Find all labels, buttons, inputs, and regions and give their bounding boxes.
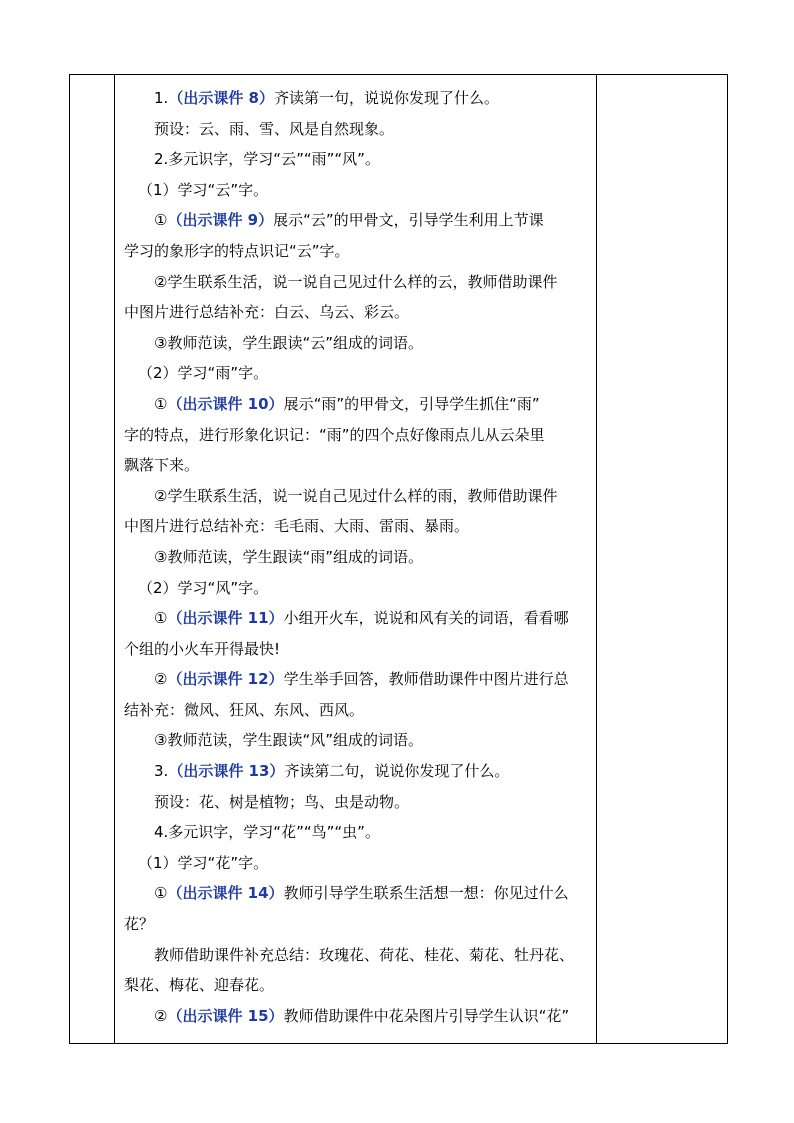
text-line [124, 787, 590, 818]
text-line [124, 878, 590, 909]
line-text: 4.多元识字，学习“花”“鸟”“虫”。 [154, 823, 380, 842]
teaching-process-cell [115, 75, 597, 1044]
line-text: 齐读第一句，说说你发现了什么。 [273, 89, 499, 107]
text-line [124, 83, 590, 114]
line-text: （2）学习“雨”字。 [138, 364, 269, 383]
line-text: ③教师范读，学生跟读“风”组成的词语。 [154, 731, 423, 750]
text-line [124, 909, 590, 940]
line-text: 中图片进行总结补充：毛毛雨、大雨、雷雨、暴雨。 [124, 517, 470, 536]
line-prefix: 1. [154, 89, 169, 107]
courseware-reference: （出示课件 10） [167, 394, 284, 413]
line-text: 个组的小火车开得最快! [124, 639, 281, 658]
text-line [124, 450, 590, 481]
text-line [124, 634, 590, 665]
text-line [124, 297, 590, 328]
text-line [124, 114, 590, 145]
line-prefix: ② [154, 1006, 168, 1025]
text-line [124, 603, 590, 634]
line-prefix: ② [154, 670, 168, 689]
line-text: 教师借助课件补充总结：玫瑰花、荷花、桂花、菊花、牡丹花、 [154, 945, 575, 964]
table-row [70, 75, 728, 1044]
text-line [124, 573, 590, 604]
line-prefix: ① [154, 609, 168, 628]
text-line [124, 267, 590, 298]
text-line [124, 970, 590, 1001]
text-line [124, 358, 590, 389]
line-text: ③教师范读，学生跟读“雨”组成的词语。 [154, 547, 423, 566]
text-line [124, 420, 590, 451]
line-text: 学习的象形字的特点识记“云”字。 [124, 241, 350, 260]
text-line [124, 144, 590, 175]
text-line [124, 940, 590, 971]
text-line [124, 695, 590, 726]
line-text: 飘落下来。 [124, 456, 200, 475]
line-text: （1）学习“花”字。 [138, 853, 269, 872]
text-line [124, 664, 590, 695]
line-text: 2.多元识字，学习“云”“雨”“风”。 [154, 150, 380, 169]
teaching-process-text [115, 75, 596, 1031]
courseware-reference: （出示课件 9） [167, 211, 274, 230]
line-text: 学生举手回答，教师借助课件中图片进行总 [283, 670, 569, 689]
line-text: 字的特点，进行形象化识记：“雨”的四个点好像雨点儿从云朵里 [124, 425, 545, 444]
text-line [124, 481, 590, 512]
line-text: （1）学习“云”字。 [138, 180, 269, 199]
text-line [124, 236, 590, 267]
left-column-cell [70, 75, 115, 1044]
line-text: 预设：花、树是植物；鸟、虫是动物。 [154, 792, 410, 811]
line-text: 展示“雨”的甲骨文，引导学生抓住“雨” [283, 394, 540, 413]
text-line [124, 756, 590, 787]
text-line [124, 1001, 590, 1032]
text-line [124, 389, 590, 420]
text-line [124, 725, 590, 756]
text-line [124, 175, 590, 206]
text-line [124, 848, 590, 879]
text-line [124, 511, 590, 542]
line-text: 花？ [124, 915, 155, 934]
text-line [124, 817, 590, 848]
line-prefix: ① [154, 884, 168, 903]
courseware-reference: （出示课件 12） [167, 670, 284, 689]
courseware-reference: （出示课件 14） [167, 884, 284, 903]
courseware-reference: （出示课件 8） [168, 89, 274, 107]
line-prefix: 3. [154, 762, 169, 781]
line-text: 齐读第二句，说说你发现了什么。 [284, 762, 510, 781]
courseware-reference: （出示课件 15） [167, 1006, 284, 1025]
line-prefix: ① [154, 211, 168, 230]
lesson-plan-table [69, 74, 728, 1044]
text-line [124, 205, 590, 236]
line-text: 展示“云”的甲骨文，引导学生利用上节课 [273, 211, 544, 230]
line-text: ②学生联系生活，说一说自己见过什么样的云，教师借助课件 [154, 272, 558, 291]
line-text: 梨花、梅花、迎春花。 [124, 976, 275, 995]
right-column-cell [597, 75, 728, 1044]
line-text: （2）学习“风”字。 [138, 578, 269, 597]
line-text: 教师借助课件中花朵图片引导学生认识“花” [283, 1006, 570, 1025]
line-text: ②学生联系生活，说一说自己见过什么样的雨，教师借助课件 [154, 486, 558, 505]
line-text: 中图片进行总结补充：白云、乌云、彩云。 [124, 303, 410, 322]
courseware-reference: （出示课件 13） [168, 762, 285, 781]
line-text: 结补充：微风、狂风、东风、西风。 [124, 700, 365, 719]
text-line [124, 542, 590, 573]
courseware-reference: （出示课件 11） [167, 609, 284, 628]
line-prefix: ① [154, 394, 168, 413]
line-text: ③教师范读，学生跟读“云”组成的词语。 [154, 333, 423, 352]
line-text: 教师引导学生联系生活想一想：你见过什么 [283, 884, 569, 903]
line-text: 小组开火车，说说和风有关的词语，看看哪 [283, 609, 569, 628]
text-line [124, 328, 590, 359]
line-text: 预设：云、雨、雪、风是自然现象。 [154, 119, 395, 138]
